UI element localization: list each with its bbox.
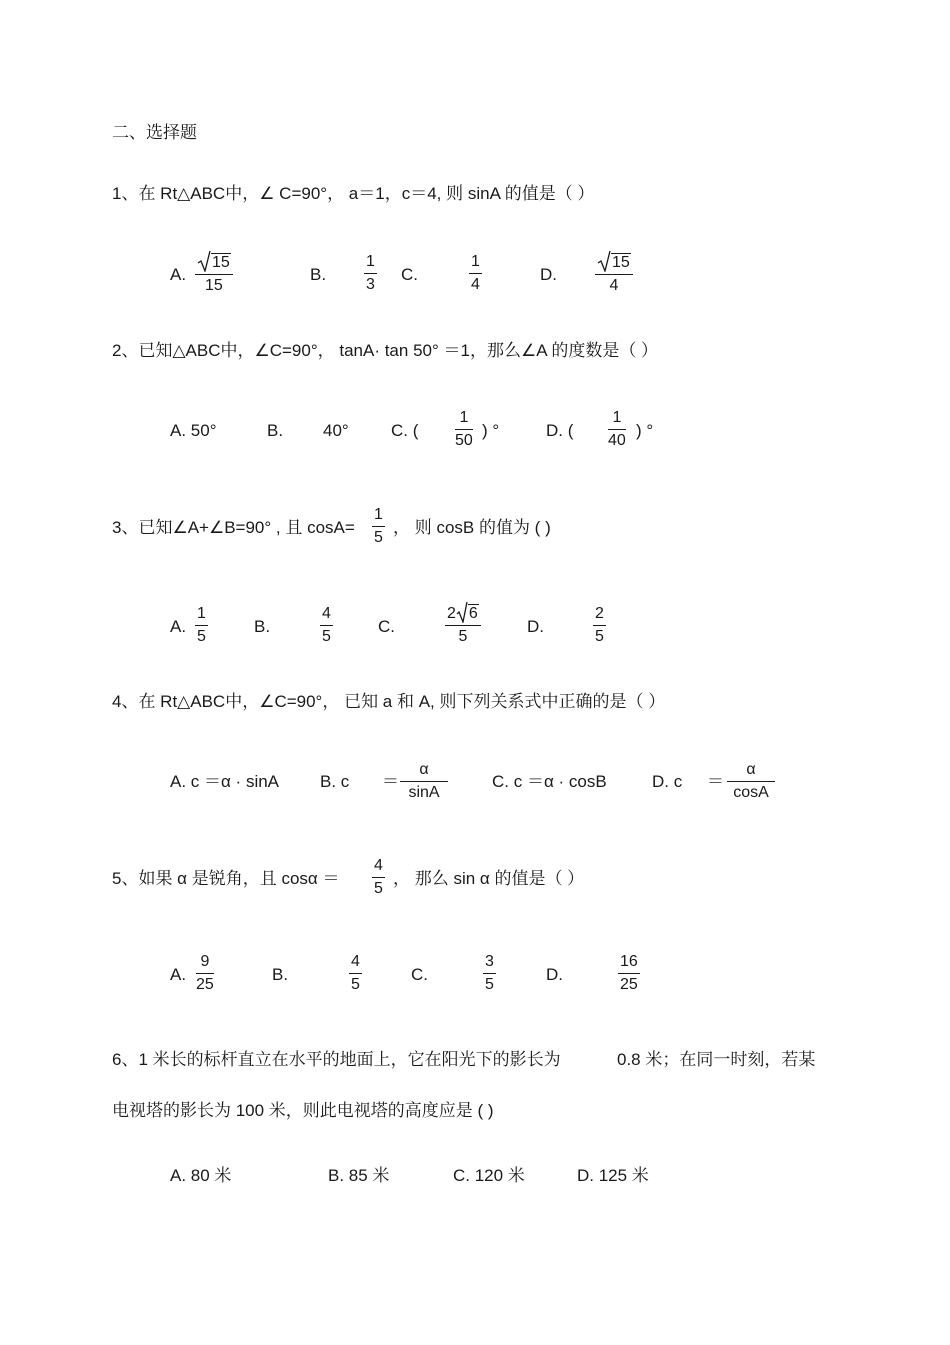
q4-option-c: C. c ＝α · cosB bbox=[492, 772, 607, 791]
question-6-stem-line1: 6、1 米长的标杆直立在水平的地面上，它在阳光下的影长为 bbox=[112, 1050, 561, 1069]
q5-stem-fraction: 4 5 bbox=[374, 857, 383, 897]
q4-option-b-label: B. c bbox=[320, 772, 350, 791]
q5-option-a-fraction: 9 25 bbox=[196, 953, 214, 993]
q6-option-b: B. 85 米 bbox=[328, 1166, 390, 1185]
q3-option-c-label: C. bbox=[378, 617, 395, 636]
q4-option-b-fraction: α sinA bbox=[400, 760, 448, 802]
q2-option-a: A. 50° bbox=[170, 421, 217, 440]
q3-stem-fraction: 1 5 bbox=[374, 506, 383, 546]
q2-option-c-fraction: 1 50 bbox=[455, 409, 473, 449]
q1-option-b-label: B. bbox=[310, 265, 327, 284]
sqrt-expression: 15 bbox=[195, 250, 233, 274]
question-4-stem: 4、在 Rt△ABC中，∠C=90°， 已知 a 和 A, 则下列关系式中正确的是（ ） bbox=[112, 692, 666, 711]
q1-option-d-fraction: 15 4 bbox=[595, 250, 633, 295]
q5-option-b-fraction: 4 5 bbox=[351, 953, 360, 993]
section-title: 二、选择题 bbox=[112, 123, 197, 142]
sqrt-expression: 15 bbox=[595, 250, 633, 274]
question-5-stem-end: ， 那么 sin α 的值是（ ） bbox=[393, 869, 585, 888]
q4-option-b-equals: ＝ bbox=[382, 772, 399, 791]
q2-option-c-label: C. ( bbox=[391, 421, 419, 440]
q4-option-d-fraction: α cosA bbox=[727, 760, 775, 802]
question-2-stem: 2、已知△ABC中，∠C=90°， tanA· tan 50° ＝1，那么∠A 的度数是（ ） bbox=[112, 341, 659, 360]
radical-sign-icon bbox=[597, 250, 611, 272]
q1-option-c-fraction: 1 4 bbox=[471, 253, 480, 293]
q6-option-d: D. 125 米 bbox=[577, 1166, 649, 1185]
q5-option-b-label: B. bbox=[272, 965, 289, 984]
question-1-stem: 1、在 Rt△ABC中，∠ C=90°， a＝1，c＝4, 则 sinA 的值是（ ） bbox=[112, 184, 595, 203]
question-6-stem-line2: 电视塔的影长为 100 米，则此电视塔的高度应是 ( ) bbox=[112, 1101, 494, 1120]
q5-option-a-label: A. bbox=[170, 965, 187, 984]
q1-option-a-label: A. bbox=[170, 265, 187, 284]
q2-option-b-label: B. bbox=[267, 421, 284, 440]
q1-option-d-label: D. bbox=[540, 265, 557, 284]
question-3-stem-start: 3、已知∠A+∠B=90° , 且 cosA= bbox=[112, 518, 355, 537]
question-3-stem-end: ， 则 cosB 的值为 ( ) bbox=[393, 518, 551, 537]
q3-option-d-label: D. bbox=[527, 617, 544, 636]
q5-option-c-fraction: 3 5 bbox=[485, 953, 494, 993]
q3-option-b-fraction: 4 5 bbox=[322, 605, 331, 645]
sqrt-expression: 2 6 bbox=[445, 601, 481, 625]
q2-option-d-suffix: ) ° bbox=[636, 421, 654, 440]
q1-option-c-label: C. bbox=[401, 265, 418, 284]
q2-option-d-fraction: 1 40 bbox=[608, 409, 626, 449]
q1-option-a-fraction: 15 15 bbox=[195, 250, 233, 295]
q3-option-c-fraction: 2 6 5 bbox=[445, 601, 481, 646]
radical-sign-icon bbox=[456, 601, 468, 623]
q3-option-a-label: A. bbox=[170, 617, 187, 636]
q5-option-c-label: C. bbox=[411, 965, 428, 984]
q5-option-d-fraction: 16 25 bbox=[620, 953, 638, 993]
q6-option-a: A. 80 米 bbox=[170, 1166, 232, 1185]
q5-option-d-label: D. bbox=[546, 965, 563, 984]
question-5-stem-start: 5、如果 α 是锐角，且 cosα ＝ bbox=[112, 869, 340, 888]
q3-option-a-fraction: 1 5 bbox=[197, 605, 206, 645]
q3-option-d-fraction: 2 5 bbox=[595, 605, 604, 645]
radical-sign-icon bbox=[197, 250, 211, 272]
q2-option-c-suffix: ) ° bbox=[482, 421, 500, 440]
question-6-stem-line1-end: 0.8 米；在同一时刻，若某 bbox=[617, 1050, 816, 1069]
q3-option-b-label: B. bbox=[254, 617, 271, 636]
q4-option-a: A. c ＝α · sinA bbox=[170, 772, 280, 791]
q2-option-d-label: D. ( bbox=[546, 421, 574, 440]
q6-option-c: C. 120 米 bbox=[453, 1166, 525, 1185]
q4-option-d-label: D. c bbox=[652, 772, 683, 791]
q4-option-d-equals: ＝ bbox=[707, 772, 724, 791]
q1-option-b-fraction: 1 3 bbox=[366, 253, 375, 293]
q2-option-b-value: 40° bbox=[323, 421, 349, 440]
